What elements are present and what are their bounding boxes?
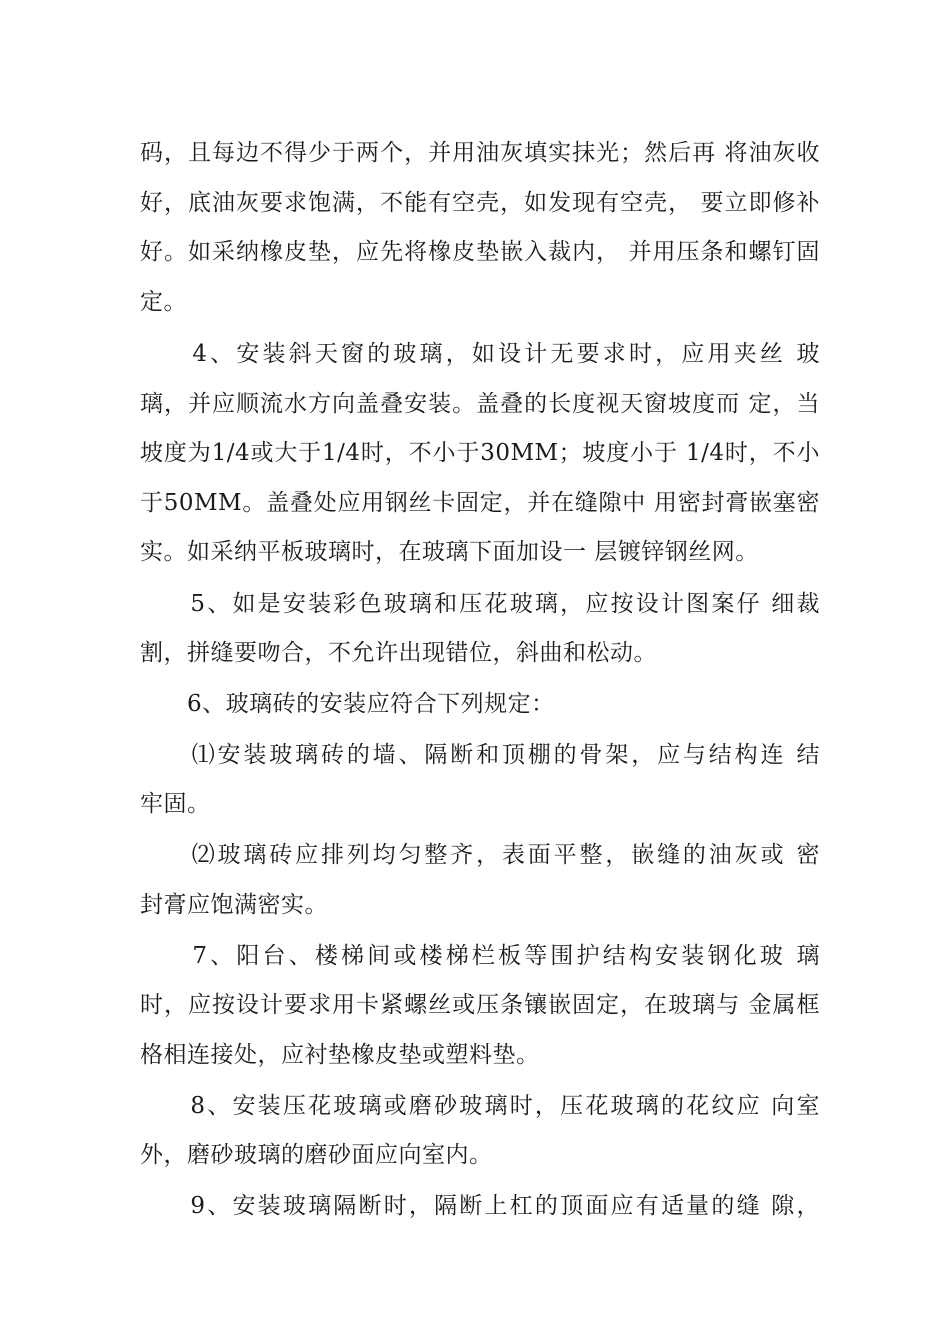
- text-line-10: 5、如是安装彩色玻璃和压花玻璃，应按设计图案仔 细裁: [140, 591, 820, 617]
- text-line-18: 时，应按设计要求用卡紧螺丝或压条镶嵌固定，在玻璃与 金属框: [140, 992, 820, 1018]
- text-line-11: 割，拼缝要吻合，不允许出现错位，斜曲和松动。: [140, 640, 657, 666]
- text-line-9: 实。如采纳平板玻璃时，在玻璃下面加设一 层镀锌钢丝网。: [140, 539, 759, 565]
- text-line-13: ⑴安装玻璃砖的墙、隔断和顶棚的骨架，应与结构连 结: [140, 742, 820, 768]
- text-line-1: 码，且每边不得少于两个，并用油灰填实抹光；然后再 将油灰收: [140, 140, 820, 166]
- text-line-20: 8、安装压花玻璃或磨砂玻璃时，压花玻璃的花纹应 向室: [140, 1093, 820, 1119]
- text-line-14: 牢固。: [140, 791, 211, 817]
- text-line-6: 璃，并应顺流水方向盖叠安装。盖叠的长度视天窗坡度而 定，当: [140, 391, 820, 417]
- text-line-22: 9、安装玻璃隔断时，隔断上杠的顶面应有适量的缝 隙，: [140, 1193, 820, 1219]
- text-line-2: 好，底油灰要求饱满，不能有空壳，如发现有空壳， 要立即修补: [140, 190, 820, 216]
- text-line-7: 坡度为1/4或大于1/4时，不小于30MM；坡度小于 1/4时，不小: [140, 440, 820, 466]
- text-line-3: 好。如采纳橡皮垫，应先将橡皮垫嵌入裁内， 并用压条和螺钉固: [140, 239, 820, 265]
- text-line-16: 封膏应饱满密实。: [140, 892, 328, 918]
- text-line-5: 4、安装斜天窗的玻璃，如设计无要求时，应用夹丝 玻: [140, 341, 820, 367]
- text-line-15: ⑵玻璃砖应排列均匀整齐，表面平整，嵌缝的油灰或 密: [140, 842, 820, 868]
- text-line-21: 外，磨砂玻璃的磨砂面应向室内。: [140, 1142, 493, 1168]
- text-line-19: 格相连接处，应衬垫橡皮垫或塑料垫。: [140, 1042, 540, 1068]
- text-line-12: 6、玻璃砖的安装应符合下列规定：: [140, 691, 555, 717]
- text-line-8: 于50MM。盖叠处应用钢丝卡固定，并在缝隙中 用密封膏嵌塞密: [140, 490, 820, 516]
- text-line-17: 7、阳台、楼梯间或楼梯栏板等围护结构安装钢化玻 璃: [140, 943, 820, 969]
- text-line-4: 定。: [140, 289, 187, 315]
